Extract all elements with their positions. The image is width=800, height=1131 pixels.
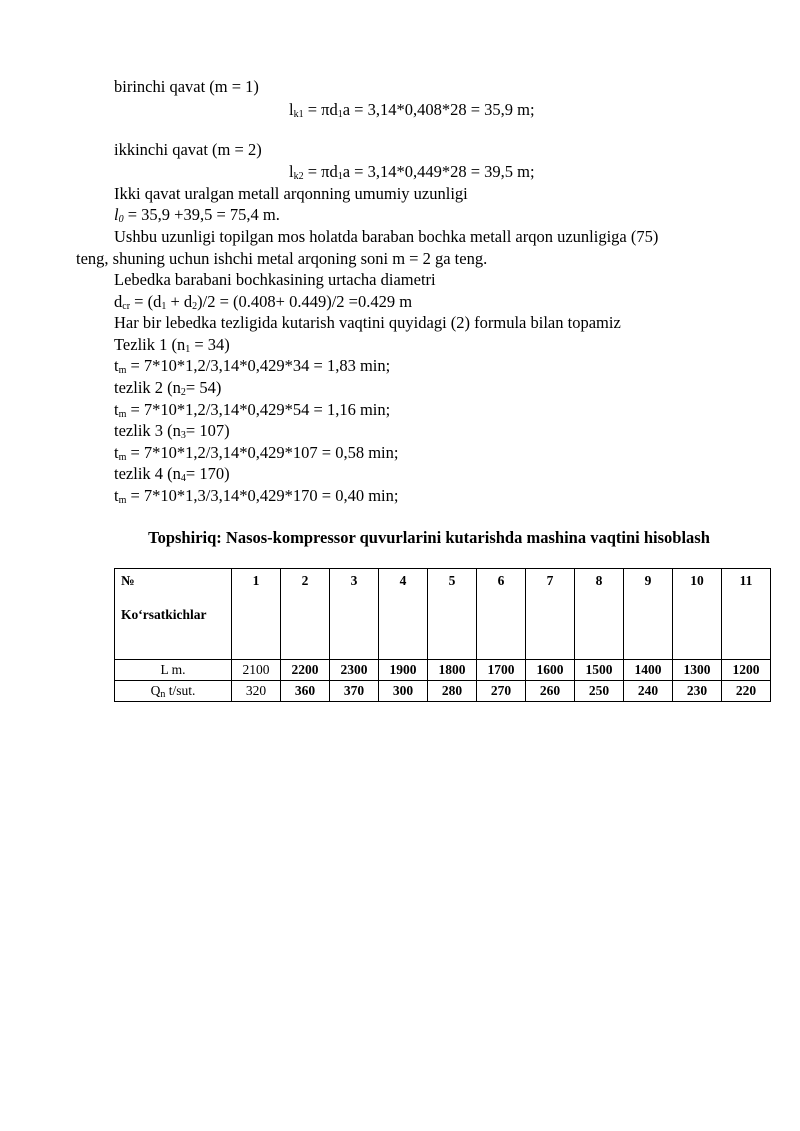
table-col-header: 7 [526,569,575,660]
formula-tm-3: $t_m = 7*10*1,2/3,14*0,429*107 = 0,58$ min; [114,443,399,463]
formula-lk1: $l_{k1} = \pi d_1a = 3,14*0,408*28 = 35,9$ m; [289,100,535,120]
table-cell: 220 [722,681,771,702]
line-speed-4: tezlik 4 $(n_4= 170)$ [114,464,230,484]
formula-dcr: $d_{cr} = (d_1 + d_2)/2 = (0.408+ 0.449)/2 =0.429$ m [114,292,413,312]
line-first-layer: birinchi qavat (m = 1) [114,77,259,96]
table-cell: 2200 [281,660,330,681]
table-col-header: 5 [428,569,477,660]
formula-lk2: $l_{k2} = \pi d_1a = 3,14*0,449*28 = 39,5$ m; [289,162,535,182]
task-table [114,568,771,702]
table-cell: 1500 [575,660,624,681]
line-speed-3: tezlik 3 $(n_3= 107)$ [114,421,230,441]
table-row [115,660,771,681]
formula-l0: $l_0 = 35,9 +39,5 = 75,4$ m. [114,205,280,225]
formula-tm-1: $t_m = 7*10*1,2/3,14*0,429*34 = 1,83$ min; [114,356,391,376]
indicators-label: Koʻrsatkichlar [121,607,207,622]
table-cell: 1300 [673,660,722,681]
formula-tm-2: $t_m = 7*10*1,2/3,14*0,429*54 = 1,16$ min; [114,400,391,420]
line-paragraph-1: Ushbu uzunligi topilgan mos holatda baraban bochka metall arqon uzunligiga (75) [114,227,659,246]
table-cell: 1900 [379,660,428,681]
table-cell: 260 [526,681,575,702]
table-cell: 2100 [232,660,281,681]
table-corner-cell [115,569,232,660]
line-speed-2: tezlik 2 $(n_2= 54)$ [114,378,222,398]
table-col-header: 2 [281,569,330,660]
row-label-flow: $Q_n$ t/sut. [115,681,232,702]
table-col-header: 1 [232,569,281,660]
table-cell: 1800 [428,660,477,681]
line-diameter: Lebedka barabani bochkasining urtacha diametri [114,270,436,289]
table-cell: 300 [379,681,428,702]
table-cell: 1600 [526,660,575,681]
table-row [115,681,771,702]
table-cell: 320 [232,681,281,702]
table-col-header: 10 [673,569,722,660]
number-sign: № [121,573,135,588]
line-second-layer: ikkinchi qavat (m = 2) [114,140,262,159]
table-header-row [115,569,771,660]
table-col-header: 6 [477,569,526,660]
table-cell: 1700 [477,660,526,681]
formula-tm-4: $t_m = 7*10*1,3/3,14*0,429*170 = 0,40$ min; [114,486,399,506]
table-cell: 240 [624,681,673,702]
table-col-header: 9 [624,569,673,660]
task-title: Topshiriq: Nasos-kompressor quvurlarini kutarishda mashina vaqtini hisoblash [148,528,710,547]
table-cell: 1200 [722,660,771,681]
table-cell: 1400 [624,660,673,681]
table-cell: 230 [673,681,722,702]
table-cell: 280 [428,681,477,702]
row-label-length: L m. [115,660,232,681]
table-cell: 270 [477,681,526,702]
table-col-header: 11 [722,569,771,660]
line-total-length: Ikki qavat uralgan metall arqonning umumiy uzunligi [114,184,468,203]
table-cell: 2300 [330,660,379,681]
table-cell: 370 [330,681,379,702]
table-cell: 360 [281,681,330,702]
line-paragraph-2: teng, shuning uchun ishchi metal arqoning soni m = 2 ga teng. [76,249,488,268]
table-col-header: 8 [575,569,624,660]
table-col-header: 4 [379,569,428,660]
table-col-header: 3 [330,569,379,660]
table-cell: 250 [575,681,624,702]
line-formula-intro: Har bir lebedka tezligida kutarish vaqtini quyidagi (2) formula bilan topamiz [114,313,621,332]
line-speed-1: Tezlik 1 $(n_1 = 34)$ [114,335,230,355]
